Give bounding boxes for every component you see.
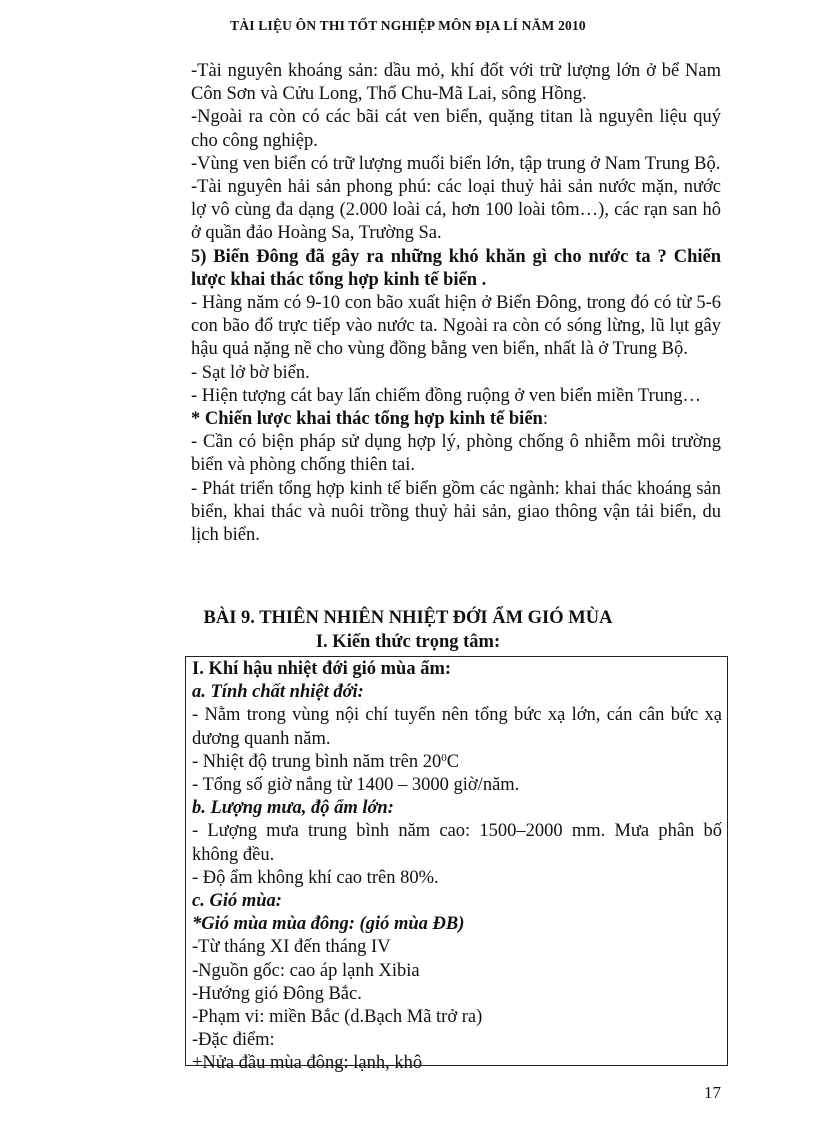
paragraph: - Sạt lở bờ biển. xyxy=(191,362,310,383)
lesson-title: BÀI 9. THIÊN NHIÊN NHIỆT ĐỚI ẨM GIÓ MÙA xyxy=(203,608,613,628)
box-line: - Lượng mưa trung bình năm cao: 1500–2000 mm. Mưa phân bố không đều. xyxy=(192,821,722,865)
box-line: -Phạm vi: miền Bắc (d.Bạch Mã trở ra) xyxy=(192,1007,483,1028)
box-line: - Nằm trong vùng nội chí tuyến nên tổng bức xạ lớn, cán cân bức xạ dương quanh năm. xyxy=(192,705,722,749)
box-line: -Hướng gió Đông Bắc. xyxy=(192,983,362,1004)
climate-box xyxy=(185,656,728,1074)
box-line-temperature xyxy=(192,751,722,774)
paragraph: - Phát triển tổng hợp kinh tế biển gồm các ngành: khai thác khoáng sản biển, khai thác và nuôi trồng thuỷ hải sản, giao thông vận tải biển, du lịch biển. xyxy=(191,478,721,546)
box-line: -Nguồn gốc: cao áp lạnh Xibia xyxy=(192,960,420,981)
strategy-heading-line xyxy=(191,408,721,431)
main-content xyxy=(191,60,721,547)
box-heading: I. Khí hậu nhiệt đới gió mùa ẩm: xyxy=(192,659,452,679)
strategy-heading: * Chiến lược khai thác tổng hợp kinh tế biển xyxy=(191,409,543,430)
box-line: -Đặc điểm: xyxy=(192,1030,275,1051)
paragraph: - Hiện tượng cát bay lấn chiếm đồng ruộng ở ven biển miền Trung… xyxy=(191,385,701,406)
temperature-text: - Nhiệt độ trung bình năm trên 20 xyxy=(192,751,442,772)
paragraph: -Vùng ven biển có trữ lượng muối biển lớn, tập trung ở Nam Trung Bộ. xyxy=(191,153,721,174)
paragraph: - Cần có biện pháp sử dụng hợp lý, phòng chống ô nhiễm môi trường biển và phòng chống thiên tai. xyxy=(191,432,721,476)
box-line: - Tổng số giờ nắng từ 1400 – 3000 giờ/năm. xyxy=(192,775,520,796)
page-header: TÀI LIỆU ÔN THI TỐT NGHIỆP MÔN ĐỊA LÍ NĂM 2010 xyxy=(230,18,586,33)
temperature-unit: C xyxy=(446,751,460,772)
box-line: -Từ tháng XI đến tháng IV xyxy=(192,937,391,958)
paragraph: - Hàng năm có 9-10 con bão xuất hiện ở Biển Đông, trong đó có từ 5-6 con bão đổ trực tiếp vào nước ta. Ngoài ra còn có sóng lừng, lũ lụt gây hậu quả nặng nề cho vùng đồng bằng ven biển, nhất là ở Trung Bộ. xyxy=(191,293,721,360)
subheading-c: c. Gió mùa: xyxy=(192,891,282,912)
page-number: 17 xyxy=(704,1083,721,1102)
paragraph: -Tài nguyên hải sản phong phú: các loại thuỷ hải sản nước mặn, nước lợ vô cùng đa dạng (2.000 loài cá, hơn 100 loài tôm…), các rạn san hô ở quần đảo Hoàng Sa, Trường Sa. xyxy=(191,177,721,244)
paragraph: -Ngoài ra còn có các bãi cát ven biển, quặng titan là nguyên liệu quý cho công nghiệp. xyxy=(191,107,721,151)
paragraph: -Tài nguyên khoáng sản: dầu mỏ, khí đốt với trữ lượng lớn ở bể Nam Côn Sơn và Cửu Long, Thổ Chu-Mã Lai, sông Hồng. xyxy=(191,61,721,105)
monsoon-winter-heading: *Gió mùa mùa đông: (gió mùa ĐB) xyxy=(192,914,465,935)
subheading-a: a. Tính chất nhiệt đới: xyxy=(192,682,364,703)
degree-superscript: 0 xyxy=(441,751,447,764)
question-heading: 5) Biển Đông đã gây ra những khó khăn gì cho nước ta ? Chiến lược khai thác tổng hợp kinh tế biển . xyxy=(191,246,721,290)
section-title: I. Kiến thức trọng tâm: xyxy=(315,632,501,652)
subheading-b: b. Lượng mưa, độ ẩm lớn: xyxy=(192,798,394,819)
strategy-colon: : xyxy=(542,409,548,430)
box-line: +Nửa đầu mùa đông: lạnh, khô xyxy=(192,1053,423,1074)
box-line: - Độ ẩm không khí cao trên 80%. xyxy=(192,867,439,888)
